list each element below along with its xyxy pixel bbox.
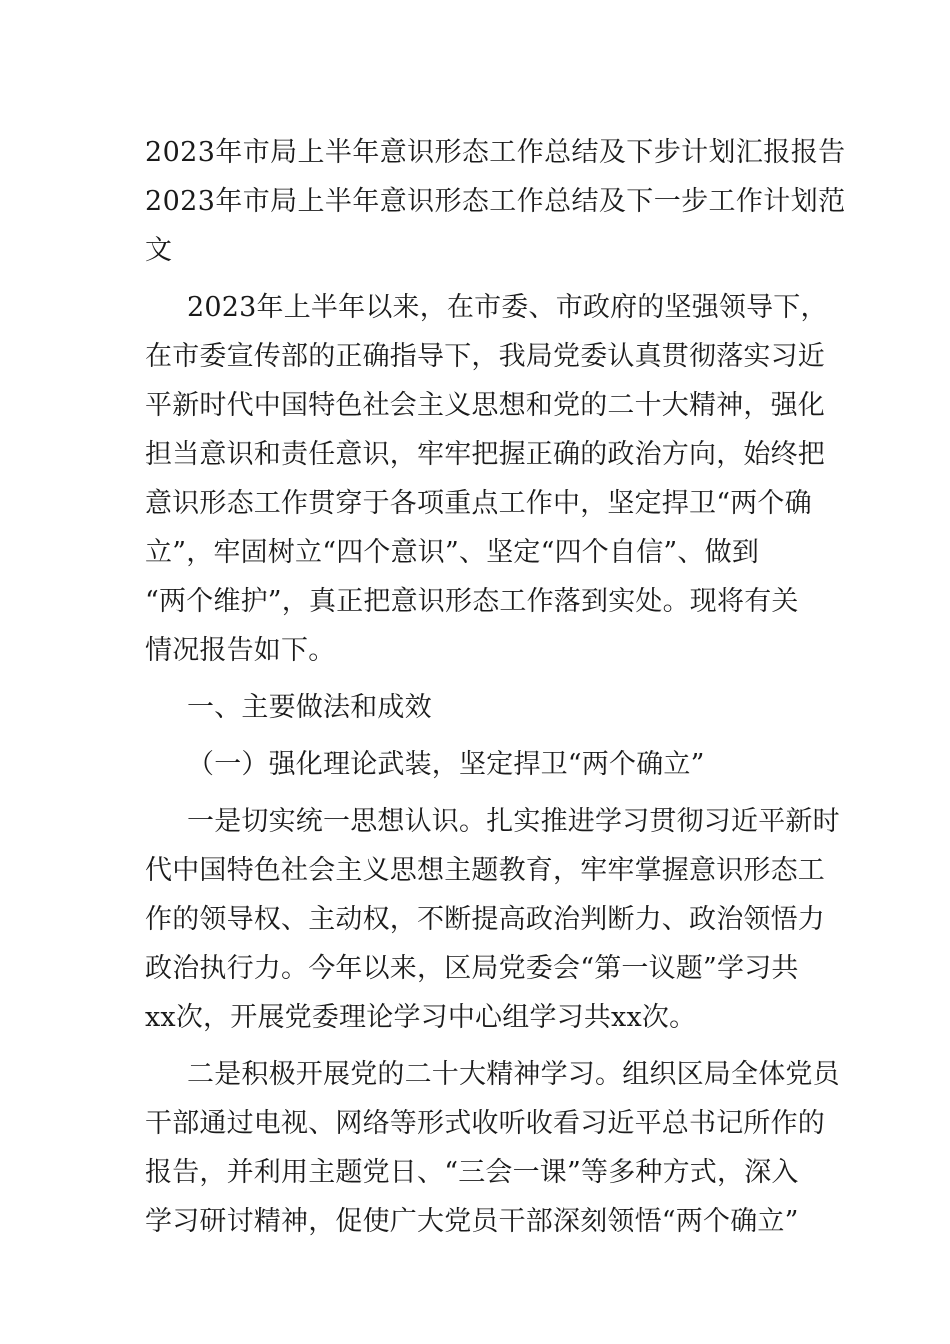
- paragraph-line: “两个维护”，真正把意识形态工作落到实处。现将有关: [145, 586, 799, 617]
- paragraph-line: 立”，牢固树立“四个意识”、坚定“四个自信”、做到: [145, 537, 760, 568]
- section-heading: 一、主要做法和成效: [187, 692, 432, 723]
- paragraph-line: 情况报告如下。: [145, 635, 336, 666]
- paragraph-line: 二是积极开展党的二十大精神学习。组织区局全体党员: [187, 1059, 840, 1090]
- title-line: 文: [145, 235, 173, 266]
- paragraph-line: 代中国特色社会主义思想主题教育，牢牢掌握意识形态工: [145, 855, 825, 886]
- paragraph-line: 干部通过电视、网络等形式收听收看习近平总书记所作的: [145, 1108, 825, 1139]
- paragraph-congress-study: [145, 1050, 840, 1246]
- paragraph-line: 一是切实统一思想认识。扎实推进学习贯彻习近平新时: [187, 806, 840, 837]
- paragraph-line: 学习研讨精神，促使广大党员干部深刻领悟“两个确立”: [145, 1206, 799, 1237]
- title-line: 2023年市局上半年意识形态工作总结及下步计划汇报报告: [145, 137, 846, 168]
- paragraph-unified-thinking: [145, 797, 840, 1042]
- paragraph-line: 在市委宣传部的正确指导下，我局党委认真贯彻落实习近: [145, 341, 825, 372]
- paragraph-line: 2023年上半年以来，在市委、市政府的坚强领导下，: [187, 292, 828, 323]
- document-body: [145, 128, 846, 1246]
- paragraph-line: 意识形态工作贯穿于各项重点工作中，坚定捍卫“两个确: [145, 488, 812, 519]
- paragraph-intro: [145, 283, 828, 675]
- paragraph-line: 政治执行力。今年以来，区局党委会“第一议题”学习共: [145, 953, 799, 984]
- subsection-heading: （一）强化理论武装，坚定捍卫“两个确立”: [187, 749, 705, 780]
- paragraph-line: 平新时代中国特色社会主义思想和党的二十大精神，强化: [145, 390, 825, 421]
- document-title: [145, 128, 846, 275]
- paragraph-line: 报告，并利用主题党日、“三会一课”等多种方式，深入: [145, 1157, 799, 1188]
- paragraph-line: xx次，开展党委理论学习中心组学习共xx次。: [145, 1002, 697, 1033]
- title-line: 2023年市局上半年意识形态工作总结及下一步工作计划范: [145, 186, 846, 217]
- paragraph-line: 作的领导权、主动权，不断提高政治判断力、政治领悟力: [145, 904, 825, 935]
- paragraph-line: 担当意识和责任意识，牢牢把握正确的政治方向，始终把: [145, 439, 825, 470]
